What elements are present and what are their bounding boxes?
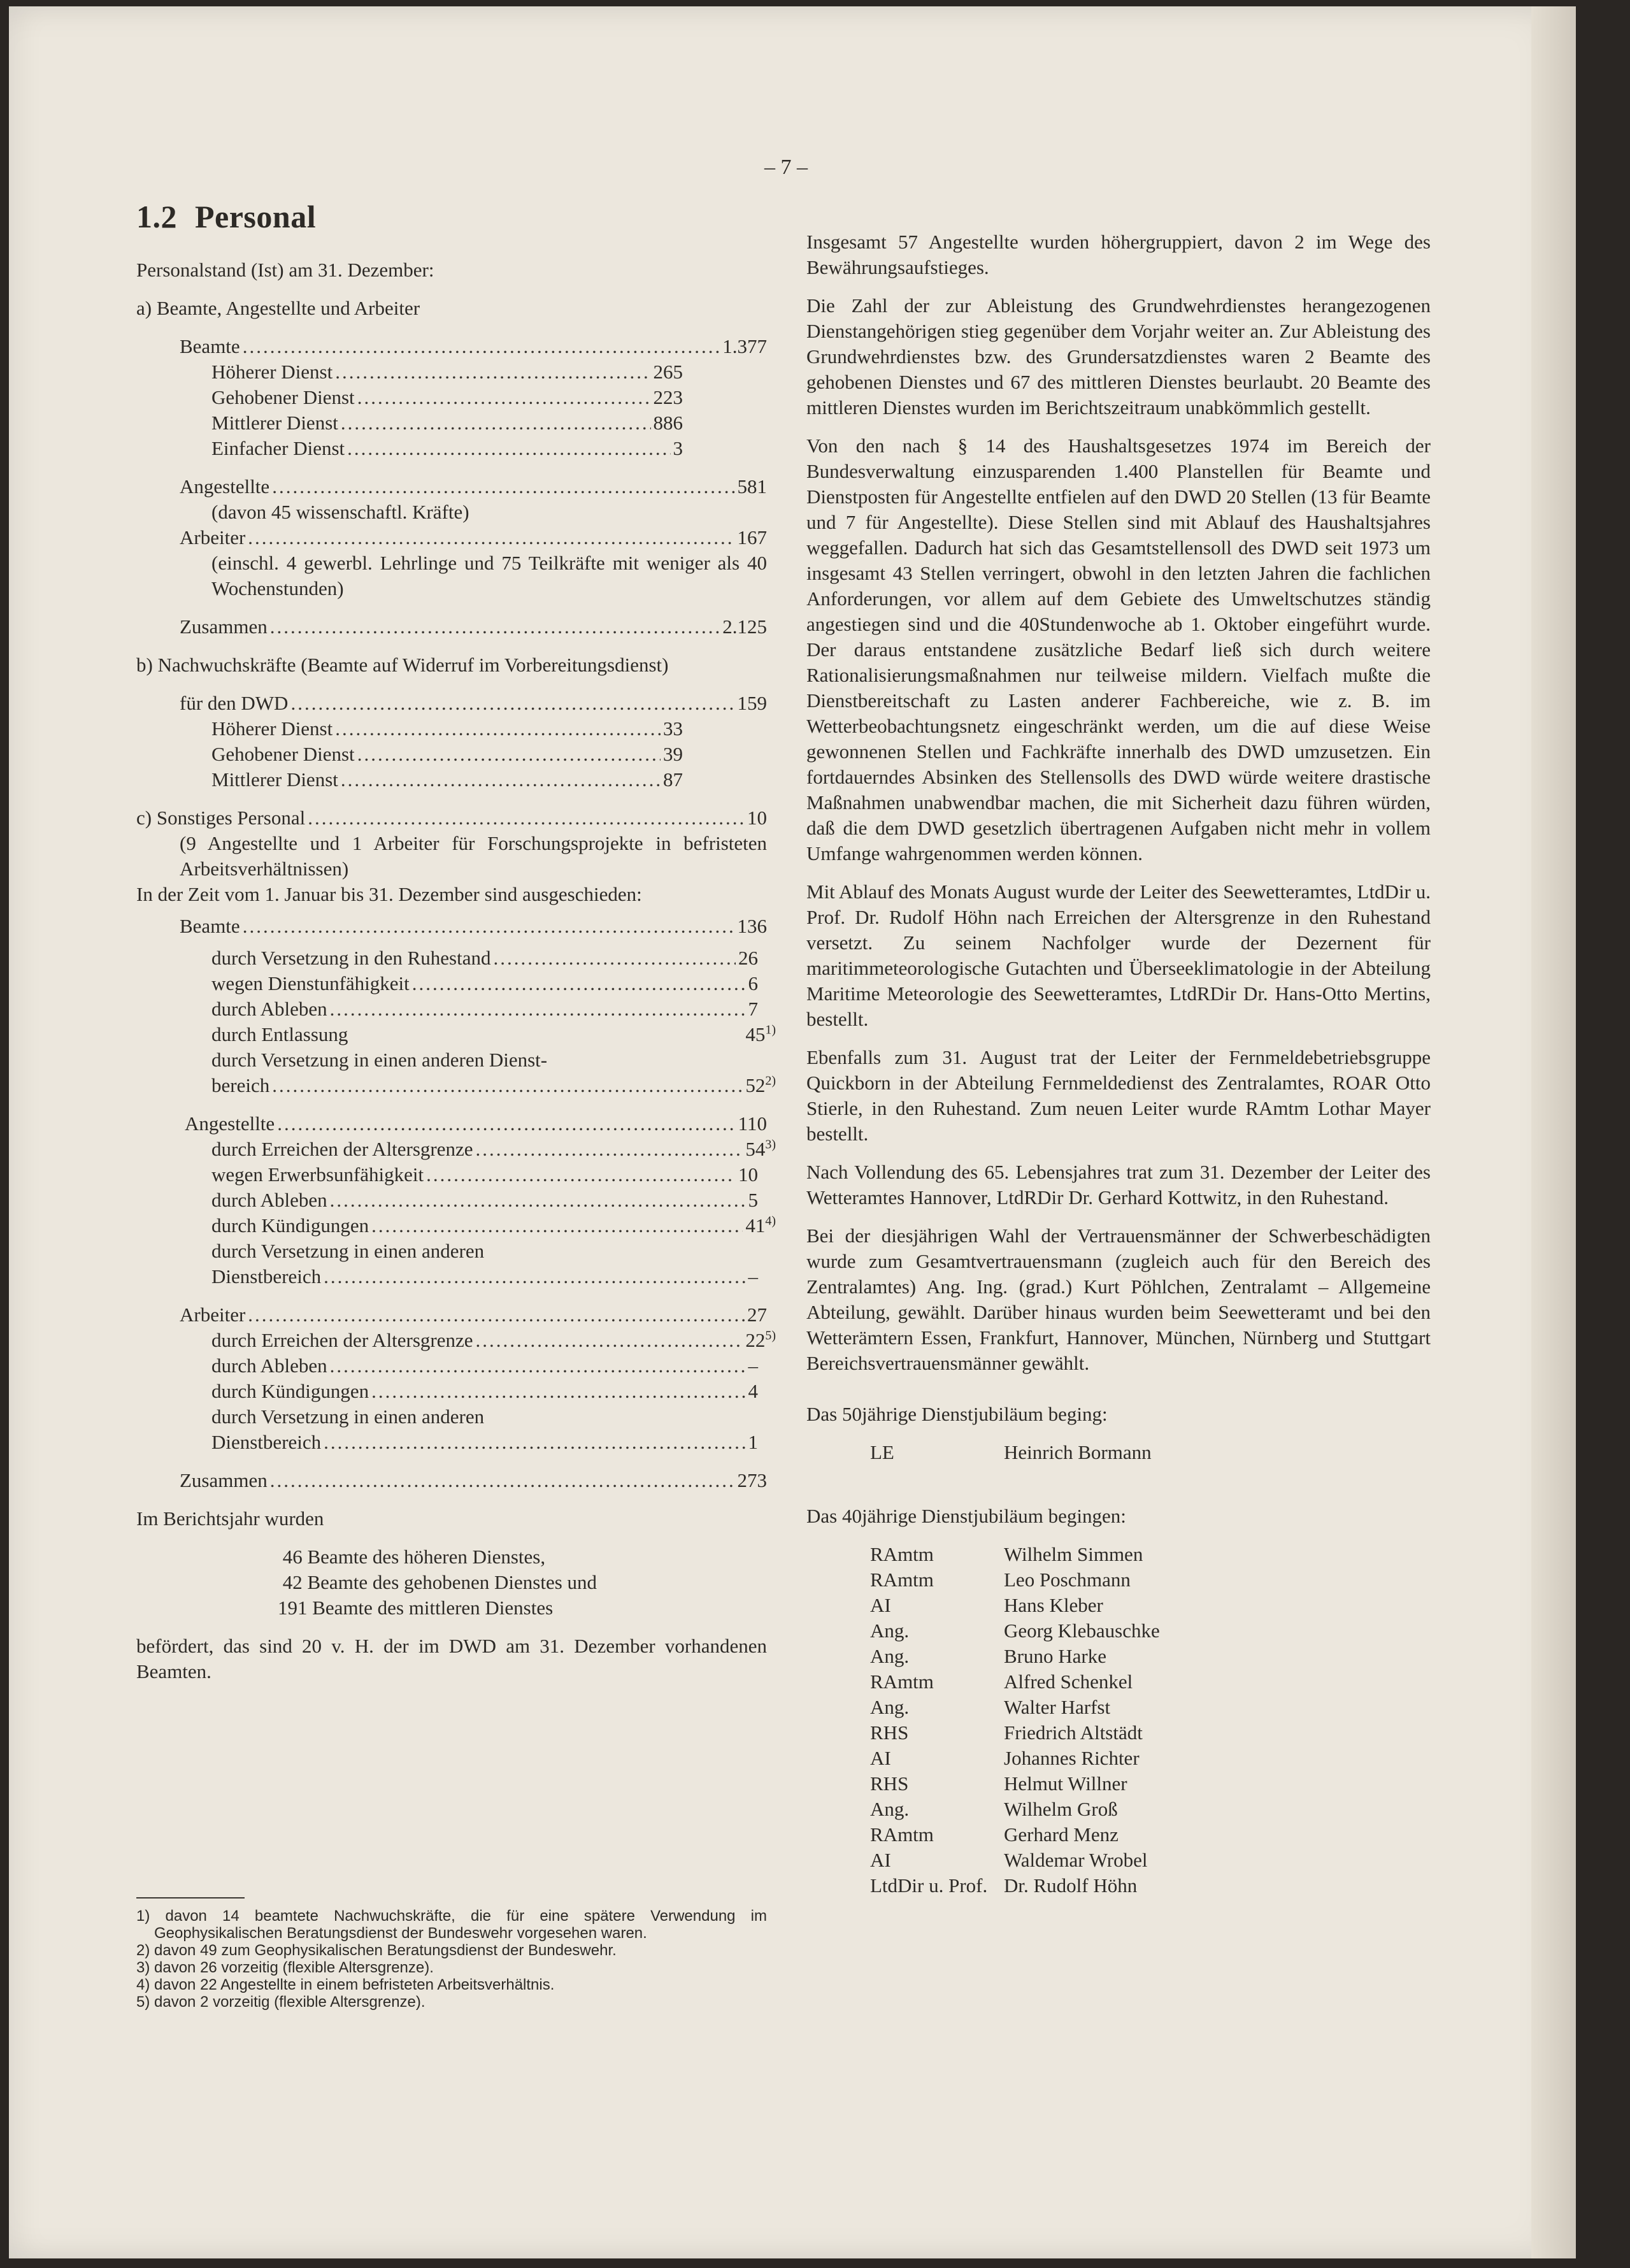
- staff-row-sonstiges: c) Sonstiges Personal ..... 10: [136, 805, 767, 831]
- jubilee-rank: RHS: [870, 1772, 909, 1795]
- paragraph-fernmelde: Ebenfalls zum 31. August trat der Leiter der Fernmeldebetriebsgruppe Quickborn in der Abteilung Fernmeldedienst des Zentralamtes, ROAR Otto Stierle, in den Ruhestand. Zum neuen Leiter wurde RAmtm Lothar Mayer bestellt.: [806, 1046, 1431, 1145]
- jubilee-name: Walter Harfst: [1004, 1696, 1111, 1718]
- jubilee-rank: RAmtm: [870, 1568, 934, 1591]
- jubilee-rank: Ang.: [870, 1619, 910, 1642]
- aus-ang-altersgrenze: durch Erreichen der Altersgrenze ..... 54$^{3)}$: [136, 1137, 776, 1162]
- jubilee-name: Waldemar Wrobel: [1004, 1849, 1148, 1871]
- jubilee-name: Helmut Willner: [1004, 1772, 1127, 1795]
- jubilee-name: Johannes Richter: [1004, 1747, 1140, 1769]
- aus-ang-erwerbsunfaehig: wegen Erwerbsunfähigkeit ..... 10: [136, 1162, 758, 1188]
- jubilee-rank: Ang.: [870, 1696, 910, 1718]
- jubilee-name: Wilhelm Simmen: [1004, 1543, 1143, 1565]
- staff-row-dwd: für den DWD ..... 159: [136, 691, 767, 716]
- jubilee-rank: LtdDir u. Prof.: [870, 1874, 988, 1897]
- staff-row-dwd-gehobener: Gehobener Dienst ..... 39: [136, 742, 683, 767]
- paragraph-hannover: Nach Vollendung des 65. Lebensjahres trat zum 31. Dezember der Leiter des Wetteramtes Hannover, LtdRDir Dr. Gerhard Kottwitz, in den Ruhestand.: [806, 1161, 1431, 1209]
- paragraph-grundwehrdienst: Die Zahl der zur Ableistung des Grundwehrdienstes herangezogenen Dienstangehörigen stieg gegenüber dem Vorjahr weiter an. Zur Ableistung des Grundwehrdienstes bzw. des Grundersatzdienstes waren 2 Beamte des gehobenen Dienstes und 67 des mittleren Dienstes beurlaubt. 20 Beamte des mittleren Dienstes wurden im Berichtszeitraum unabkömmlich gestellt.: [806, 294, 1431, 419]
- jubilee-name: Friedrich Altstädt: [1004, 1721, 1143, 1744]
- befoerd-intro: Im Berichtsjahr wurden: [136, 1507, 324, 1530]
- staff-row-gehobener: Gehobener Dienst ..... 223: [136, 385, 683, 410]
- befoerd-line: 46 Beamte des höheren Dienstes,: [278, 1546, 546, 1568]
- aus-ang-ableben: durch Ableben ..... 5: [136, 1188, 758, 1213]
- jubilee-rank: RAmtm: [870, 1543, 934, 1565]
- right-column: [806, 229, 1431, 1898]
- jubilee-name: Bruno Harke: [1004, 1645, 1106, 1667]
- befoerd-line: 191 Beamte des mittleren Dienstes: [278, 1597, 554, 1619]
- footnote: 4) davon 22 Angestellte in einem befristeten Arbeitsverhältnis.: [136, 1976, 555, 1993]
- sonstiges-note: (9 Angestellte und 1 Arbeiter für Forschungsprojekte in befristeten Arbeitsverhältnissen): [180, 832, 767, 880]
- aus-row-zusammen: Zusammen ..... 273: [136, 1468, 767, 1493]
- aus-beamte-bereich: bereich ..... 52$^{2)}$: [136, 1073, 776, 1098]
- angestellte-note: (davon 45 wissenschaftl. Kräfte): [211, 501, 469, 523]
- page-spine: [1531, 6, 1576, 2258]
- staff-row-beamte: Beamte ..... 1.377: [136, 334, 767, 359]
- jubilee-rank: RHS: [870, 1721, 909, 1744]
- jubilee-rank: LE: [870, 1441, 894, 1463]
- jubilee-name: Hans Kleber: [1004, 1594, 1103, 1616]
- aus-ang-kuendigungen: durch Kündigungen ..... 41$^{4)}$: [136, 1213, 776, 1238]
- left-column: [136, 197, 776, 1684]
- staff-row-hoeherer: Höherer Dienst ..... 265: [136, 359, 683, 385]
- staff-row-arbeiter: Arbeiter ..... 167: [136, 525, 767, 550]
- jubilee-rank: Ang.: [870, 1798, 910, 1820]
- aus-arb-ableben: durch Ableben ..... –: [136, 1353, 758, 1379]
- paragraph-hoehergruppiert: Insgesamt 57 Angestellte wurden höhergruppiert, davon 2 im Wege des Bewährungsaufstieges.: [806, 231, 1431, 278]
- jubilee-name: Heinrich Bormann: [1004, 1441, 1152, 1463]
- jubilee-40-intro: Das 40jährige Dienstjubiläum begingen:: [806, 1505, 1126, 1527]
- aus-ang-versetzung: durch Versetzung in einen anderen: [211, 1240, 485, 1262]
- arbeiter-note: (einschl. 4 gewerbl. Lehrlinge und 75 Teilkräfte mit weniger als 40 Wochenstunden): [211, 552, 767, 599]
- aus-beamte-ableben: durch Ableben ..... 7: [136, 996, 758, 1022]
- jubilee-50-list: [806, 1440, 1431, 1465]
- aus-arb-dienstbereich: Dienstbereich ..... 1: [136, 1430, 758, 1455]
- page-number: – 7 –: [764, 155, 808, 179]
- staff-row-zusammen-a: Zusammen ..... 2.125: [136, 614, 767, 640]
- section-heading: [136, 197, 767, 236]
- staff-row-mittlerer: Mittlerer Dienst ..... 886: [136, 410, 683, 436]
- aus-row-beamte: Beamte ..... 136: [136, 914, 767, 939]
- footnote: 1) davon 14 beamtete Nachwuchskräfte, die für eine spätere Verwendung im Geophysikalischen Beratungsdienst der Bundeswehr vorgesehen waren.: [136, 1907, 767, 1942]
- staff-intro: Personalstand (Ist) am 31. Dezember:: [136, 259, 434, 281]
- group-a-heading: a) Beamte, Angestellte und Arbeiter: [136, 297, 420, 319]
- ausgeschieden-intro: In der Zeit vom 1. Januar bis 31. Dezember sind ausgeschieden:: [136, 883, 642, 905]
- staff-row-einfacher: Einfacher Dienst ..... 3: [136, 436, 683, 461]
- aus-row-angestellte: Angestellte ..... 110: [136, 1111, 767, 1137]
- jubilee-rank: RAmtm: [870, 1823, 934, 1846]
- footnote: 5) davon 2 vorzeitig (flexible Altersgrenze).: [136, 1993, 425, 2011]
- staff-row-angestellte: Angestellte ..... 581: [136, 474, 767, 499]
- section-number: 1.2: [136, 199, 177, 234]
- aus-ang-dienstbereich: Dienstbereich ..... –: [136, 1264, 758, 1289]
- staff-row-dwd-mittlerer: Mittlerer Dienst ..... 87: [136, 767, 683, 793]
- jubilee-rank: AI: [870, 1849, 891, 1871]
- aus-row-arbeiter: Arbeiter ..... 27: [136, 1302, 767, 1328]
- staff-row-dwd-hoeherer: Höherer Dienst ..... 33: [136, 716, 683, 742]
- paragraph-vertrauensmaenner: Bei der diesjährigen Wahl der Vertrauensmänner der Schwerbeschädigten wurde zum Gesamtvertrauensmann (zugleich auch für den Bereich des Zentralamtes) Ang. Ing. (grad.) Kurt Pöhlchen, Zentralamt – Allgemeine Abteilung, gewählt. Darüber hinaus wurden beim Seewetteramt und bei den Wetterämtern Essen, Frankfurt, Hannover, München, Nürnberg und Stuttgart Bereichsvertrauensmänner gewählt.: [806, 1224, 1431, 1374]
- jubilee-name: Alfred Schenkel: [1004, 1670, 1133, 1693]
- aus-arb-altersgrenze: durch Erreichen der Altersgrenze ..... 22$^{5)}$: [136, 1328, 776, 1353]
- aus-beamte-dienstunfaehig: wegen Dienstunfähigkeit ..... 6: [136, 971, 758, 996]
- document-page: [9, 6, 1576, 2258]
- footnote-rule: [136, 1897, 245, 1898]
- jubilee-50-intro: Das 50jährige Dienstjubiläum beging:: [806, 1403, 1108, 1425]
- aus-beamte-versetzung: durch Versetzung in einen anderen Dienst-: [211, 1049, 548, 1071]
- jubilee-name: Dr. Rudolf Höhn: [1004, 1874, 1138, 1897]
- footnote: 2) davon 49 zum Geophysikalischen Beratungsdienst der Bundeswehr.: [136, 1942, 617, 1959]
- aus-beamte-ruhestand: durch Versetzung in den Ruhestand ..... 26: [136, 945, 758, 971]
- jubilee-name: Leo Poschmann: [1004, 1568, 1131, 1591]
- aus-arb-kuendigungen: durch Kündigungen ..... 4: [136, 1379, 758, 1404]
- jubilee-40-list: [806, 1542, 1431, 1898]
- jubilee-name: Gerhard Menz: [1004, 1823, 1119, 1846]
- group-b-heading: b) Nachwuchskräfte (Beamte auf Widerruf im Vorbereitungsdienst): [136, 654, 669, 676]
- aus-arb-versetzung: durch Versetzung in einen anderen: [211, 1405, 485, 1428]
- aus-beamte-entlassung: durch Entlassung 45$^{1)}$: [211, 1023, 776, 1045]
- section-title: Personal: [195, 199, 317, 234]
- paragraph-planstellen: Von den nach § 14 des Haushaltsgesetzes 1974 im Bereich der Bundesverwaltung einzusparenden 1.400 Planstellen für Beamte und Dienstposten für Angestellte entfielen auf den DWD 20 Stellen (13 für Beamte und 7 für Angestellte). Diese Stellen sind mit Ablauf des Haushaltsjahres weggefallen. Dadurch hat sich das Gesamtstellensoll des DWD seit 1973 um insgesamt 43 Stellen verringert, obwohl in den letzten Jahren die fachlichen Anforderungen, vor allem auf dem Gebiete des Umweltschutzes ständig angestiegen sind und die 40Stundenwoche ab 1. Oktober eingeführt wurde. Der daraus entstandene zusätzliche Bedarf ließ sich durch weitere Rationalisierungsmaßnahmen nur teilweise mildern. Vielfach mußte die Dienstbereitschaft zu Lasten anderer Fachbereiche, wie z. B. im Wetterbeobachtungsnetz eingeschränkt werden, um die auf diese Weise gewonnenen Stellen und Fachkräfte innerhalb des DWD umzusetzen. Ein fortdauerndes Absinken des Stellensolls des DWD würde weitere drastische Maßnahmen unabwendbar machen, die mit Sicherheit dazu führen würden, daß die dem DWD gesetzlich übertragenen Aufgaben nicht mehr in vollem Umfange wahrgenommen werden können.: [806, 434, 1431, 865]
- befoerd-summary: befördert, das sind 20 v. H. der im DWD am 31. Dezember vorhandenen Beamten.: [136, 1635, 767, 1683]
- jubilee-name: Georg Klebauschke: [1004, 1619, 1160, 1642]
- jubilee-rank: RAmtm: [870, 1670, 934, 1693]
- jubilee-name: Wilhelm Groß: [1004, 1798, 1118, 1820]
- jubilee-rank: AI: [870, 1747, 891, 1769]
- jubilee-rank: Ang.: [870, 1645, 910, 1667]
- jubilee-rank: AI: [870, 1594, 891, 1616]
- footnotes: [136, 1907, 767, 2011]
- paragraph-seewetteramt: Mit Ablauf des Monats August wurde der Leiter des Seewetteramtes, LtdDir u. Prof. Dr. Rudolf Höhn nach Erreichen der Altersgrenze in den Ruhestand versetzt. Zu seinem Nachfolger wurde der Dezernent für maritimmeteorologische Gutachten und Überseeklimatologie in der Abteilung Maritime Meteorologie des Seewetteramtes, LtdRDir Dr. Hans-Otto Mertins, bestellt.: [806, 880, 1431, 1030]
- footnote: 3) davon 26 vorzeitig (flexible Altersgrenze).: [136, 1959, 434, 1976]
- befoerd-line: 42 Beamte des gehobenen Dienstes und: [278, 1571, 597, 1593]
